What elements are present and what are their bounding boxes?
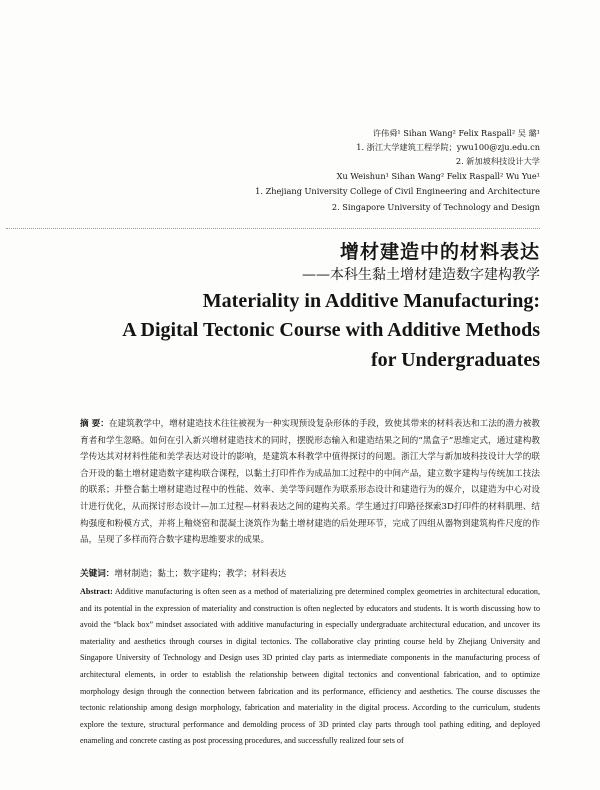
title-en-line-2: A Digital Tectonic Course with Additive Methods	[122, 319, 540, 341]
affiliation-cn-2: 2. 新加坡科技设计大学	[455, 156, 540, 166]
abstract-cn	[80, 416, 540, 549]
keywords-cn	[80, 567, 286, 581]
abstract-en	[80, 584, 540, 750]
title-cn: 增材建造中的材料表达	[339, 241, 540, 263]
authors-cn: 许伟舜¹ Sihan Wang² Felix Raspall² 吴 璐¹	[372, 128, 540, 138]
title-en-line-3: for Undergraduates	[370, 349, 540, 371]
authors-en: Xu Weishun¹ Sihan Wang² Felix Raspall² Wu Yue¹	[336, 171, 540, 181]
affiliation-en-1: 1. Zhejiang University College of Civil Engineering and Architecture	[255, 186, 540, 196]
title-en-line-1: Materiality in Additive Manufacturing:	[202, 290, 540, 312]
abstract-cn-label: 摘 要：	[80, 419, 109, 429]
abstract-cn-text: 在建筑教学中，增材建造技术往往被视为一种实现预设复杂形体的手段，致使其带来的材料表达和工法的潜力被教育者和学生忽略。如何在引入新兴增材建造技术的同时，摆脱形态输入和建造结果之间的“黑盒子”思维定式，通过建构教学传达其对材料性能和美学表达对设计的影响，是建筑本科教学中值得探讨的问题。浙江大学与新加坡科技设计大学的联合开设的黏土增材建造数字建构联合课程，以黏土打印件作为成品加工过程中的中间产品，建立数字建构与传统加工技法的联系；并整合黏土增材建造过程中的性能、效率、美学等问题作为联系形态设计和建造行为的媒介，以建造为中心对设计进行优化，从而探讨形态设计—加工过程—材料表达之间的建构关系。学生通过打印路径探索3D打印件的材料肌理、结构强度和粉模方式，并将上釉烧窑和混凝土浇筑作为黏土增材建造的后处理环节，完成了四组从器物到建筑构件尺度的作品，呈现了多样而符合数字建构思维要求的成果。	[80, 419, 540, 546]
subtitle-cn: ——本科生黏土增材建造数字建构教学	[302, 267, 540, 283]
affiliation-en-2: 2. Singapore University of Technology and Design	[331, 202, 540, 212]
keywords-cn-text: 增材制造；黏土；数字建构；教学；材料表达	[114, 569, 287, 579]
header-divider	[6, 228, 540, 230]
abstract-en-text: Additive manufacturing is often seen as a method of materializing pre determined complex geometries in architectural education, and its potential in the expression of materiality and construction is often neglected by educators and students. It is worth discussing how to avoid the “black box” mindset associated with additive manufacturing in especially undergraduate architectural education, and uncover its materiality and aesthetics through courses in digital tectonics. The collaborative clay printing course held by Zhejiang University and Singapore University of Technology and Design uses 3D printed clay parts as intermediate components in the manufacturing process of architectural elements, in order to establish the relationship between digital tectonics and conventional fabrication, and to optimize morphology design through the connection between fabrication and its performance, efficiency and aesthetics. The course discusses the tectonic relationship among design morphology, fabrication and materiality in the digital process. According to the curriculum, students explore the texture, structural performance and demolding process of 3D printed clay parts through tool pathing editing, and deployed enameling and concrete casting as post processing procedures, and successfully realized four sets of	[80, 587, 540, 746]
keywords-cn-label: 关键词：	[80, 569, 115, 579]
abstract-en-label: Abstract:	[80, 587, 113, 596]
affiliation-cn-1: 1. 浙江大学建筑工程学院；ywu100@zju.edu.cn	[356, 142, 540, 152]
